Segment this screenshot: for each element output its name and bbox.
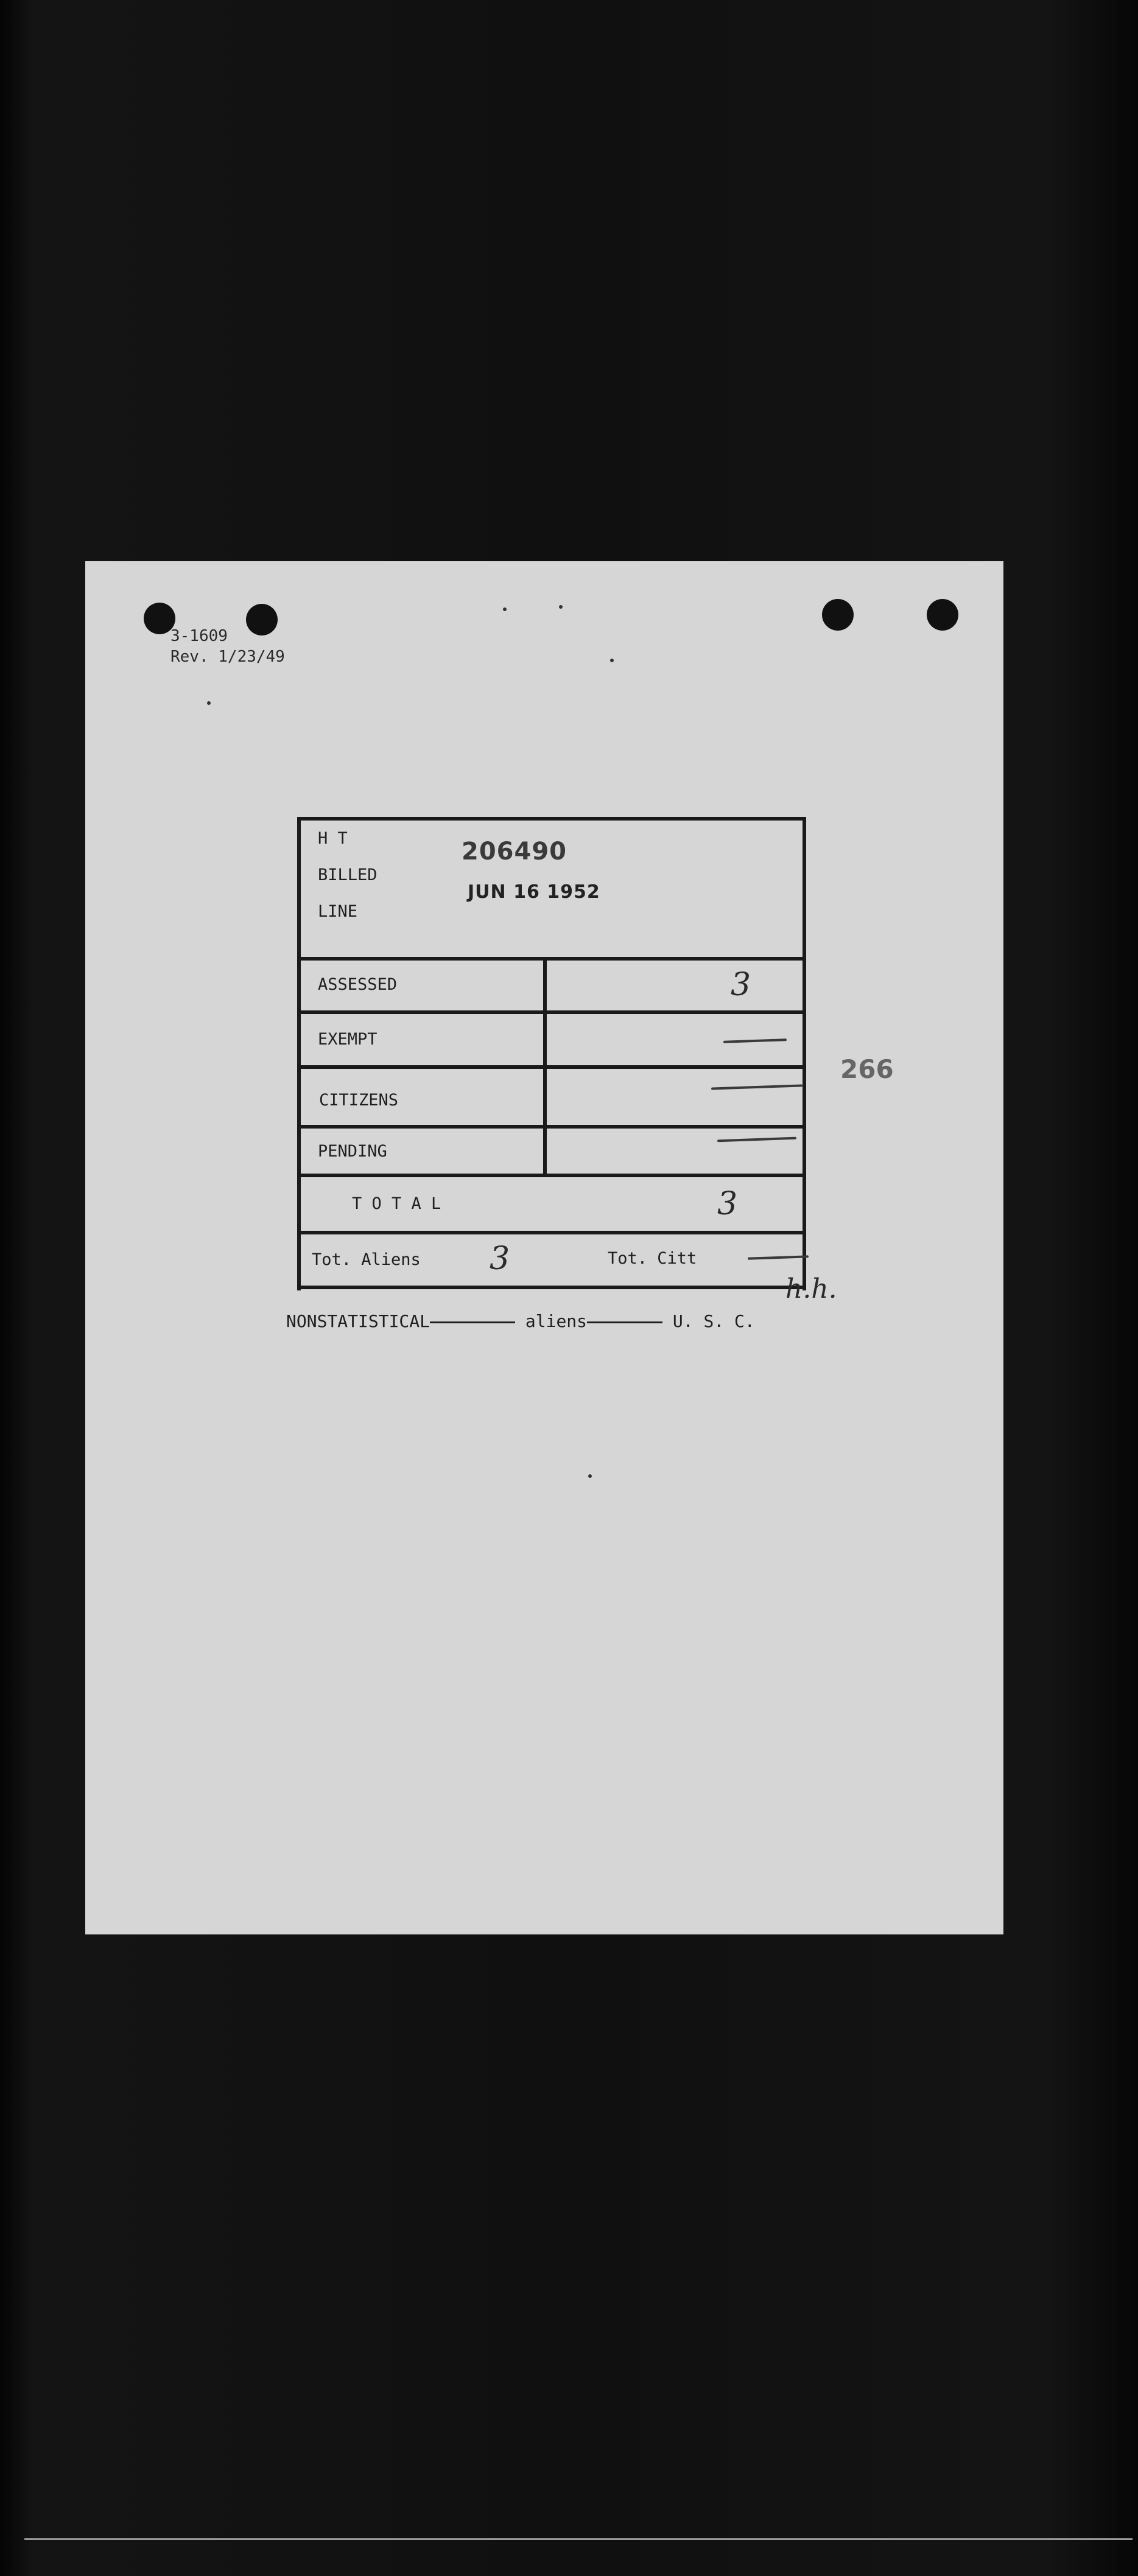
footer-line — [286, 1311, 755, 1331]
value-tot-cit-dash — [748, 1255, 809, 1259]
row-divider — [297, 1231, 806, 1234]
side-number: 266 — [840, 1054, 894, 1084]
footer-rule — [430, 1321, 515, 1323]
box-border-bottom — [297, 1286, 806, 1289]
value-tot-aliens: 3 — [490, 1241, 510, 1277]
stamp-number: 206490 — [462, 838, 567, 866]
punch-hole — [927, 599, 958, 631]
label-citizens: CITIZENS — [319, 1091, 399, 1110]
value-pending-dash — [717, 1137, 796, 1143]
label-pending: PENDING — [318, 1142, 387, 1161]
header-divider — [297, 957, 806, 961]
value-total: 3 — [717, 1186, 738, 1222]
handwritten-initials: h.h. — [785, 1273, 837, 1304]
box-border-right — [803, 817, 806, 1290]
tally-box — [297, 817, 805, 1290]
value-citizens-dash — [711, 1084, 803, 1090]
speck — [559, 605, 563, 609]
document-sheet — [85, 561, 1003, 1934]
column-divider — [543, 957, 547, 1176]
label-tot-aliens: Tot. Aliens — [312, 1250, 421, 1269]
label-line: LINE — [318, 902, 358, 921]
speck — [503, 607, 507, 611]
speck — [610, 659, 614, 662]
label-billed: BILLED — [318, 866, 378, 884]
footer-nonstatistical: NONSTATISTICAL — [286, 1311, 430, 1331]
box-border-top — [297, 817, 806, 821]
row-divider — [297, 1125, 806, 1129]
form-revision: Rev. 1/23/49 — [170, 648, 285, 666]
value-exempt-dash — [723, 1038, 787, 1043]
footer-rule — [587, 1321, 662, 1323]
speck — [588, 1474, 592, 1478]
punch-hole — [822, 599, 854, 631]
row-divider — [297, 1174, 806, 1177]
value-assessed: 3 — [731, 967, 751, 1003]
row-divider — [297, 1010, 806, 1014]
stamp-date: JUN 16 1952 — [468, 881, 600, 903]
label-tot-cit: Tot. Citt — [608, 1249, 697, 1268]
row-divider — [297, 1065, 806, 1069]
label-exempt: EXEMPT — [318, 1030, 378, 1049]
form-number-block — [170, 626, 285, 667]
film-edge-line — [24, 2538, 1133, 2540]
footer-aliens: aliens — [525, 1311, 588, 1331]
label-assessed: ASSESSED — [318, 975, 398, 994]
speck — [207, 701, 211, 705]
footer-usc: U. S. C. — [672, 1311, 755, 1331]
label-total: T O T A L — [352, 1194, 441, 1213]
form-number: 3-1609 — [170, 627, 228, 645]
label-ht: H T — [318, 829, 348, 848]
box-border-left — [297, 817, 301, 1290]
